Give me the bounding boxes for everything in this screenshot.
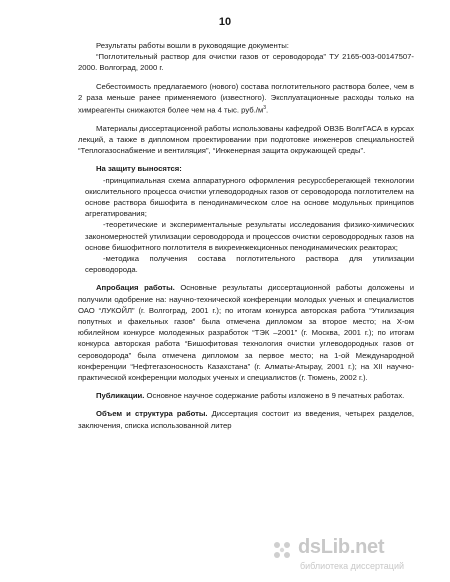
- approbation-heading: Апробация работы.: [96, 283, 175, 293]
- defense-item-2: -теоретические и экспериментальные результаты исследования физико-химических закономерностей утилизации сероводорода и процессов очистки сероводородных газов на основе бишофитного поглотителя в вихреинжекционных пенодинамических реакторах;: [85, 220, 414, 252]
- cost-text-end: .: [266, 105, 269, 115]
- defense-item-3: -методика получения состава поглотительного раствора для утилизации сероводорода.: [85, 254, 414, 275]
- paragraph-structure: [78, 408, 414, 430]
- watermark-subtitle: библиотека диссертаций: [300, 561, 405, 571]
- paragraph-cost: [78, 81, 414, 116]
- defense-item-1: -принципиальная схема аппаратурного оформления ресурссберегающей технологии окислительного процесса очистки углеводородных газов от сероводорода поглотителем на основе раствора бишофита в пенодинамическом слое на основе модульных принципов агрегатирования;: [85, 175, 414, 219]
- paragraph-approbation: [78, 282, 414, 383]
- structure-text: Диссертация состоит из введения, четырех разделов, заключения, списка использованной литер: [78, 409, 414, 430]
- dslib-watermark: [270, 536, 440, 574]
- publications-text: Основное научное содержание работы изложено в 9 печатных работах.: [144, 391, 405, 401]
- structure-heading: Объем и структура работы.: [96, 409, 208, 419]
- dslib-logo-icon: [270, 538, 294, 562]
- paragraph-documents-intro: Результаты работы вошли в руководящие документы:: [96, 41, 289, 50]
- paragraph-specification: “Поглотительный раствор для очистки газов от сероводорода” ТУ 2165-003-00147507-2000. Волгоград, 2000 г.: [78, 52, 414, 73]
- document-body: [78, 40, 414, 431]
- cost-unit-superscript: 3: [263, 105, 267, 112]
- page-number: 10: [218, 16, 232, 28]
- approbation-text: Основные результаты диссертационной работы доложены и получили одобрение на: научно-технической конференции молодых ученых и специалистов ОАО “ЛУКОЙЛ” (г. Волгоград, 2001 г.); по итогам конкурса авторская работа “Утилизация попутных и факельных газов” была отмечена дипломом за второе место; на Х-ом юбилейном конкурсе молодежных разработок “ТЭК –2001” (г. Москва, 2001 г.); по итогам конкурса авторская работа “Бишофитовая технология очистки углеводородных газов от сероводорода” была отмечена дипломом за первое место; на 1-ой Международной конференции “Нефтегазоносность Казахстана” (г. Алматы-Атырау, 2001 г.); на XII научно-практической конференции молодых ученых и специалистов (г. Тюмень, 2002 г.).: [78, 283, 414, 383]
- defense-heading: На защиту выносятся:: [96, 164, 182, 174]
- watermark-title: dsLib.net: [298, 536, 385, 558]
- defense-heading-paragraph: [78, 163, 414, 174]
- publications-heading: Публикации.: [96, 391, 145, 401]
- cost-text: Себестоимость предлагаемого (нового) состава поглотительного раствора более, чем в 2 раза меньше ранее применяемого (известного). Эксплуатационные расходы только на химреагенты снижаются более чем на 4 тыс. руб./м: [78, 81, 414, 115]
- paragraph-publications: [78, 390, 414, 401]
- paragraph-materials: Материалы диссертационной работы использованы кафедрой ОВЗБ ВолгГАСА в курсах лекций, а также в дипломном проектировании при подготовке инженеров специальностей “Теплогазоснабжение и вентиляция”, “Инженерная защита окружающей среды”.: [78, 123, 414, 156]
